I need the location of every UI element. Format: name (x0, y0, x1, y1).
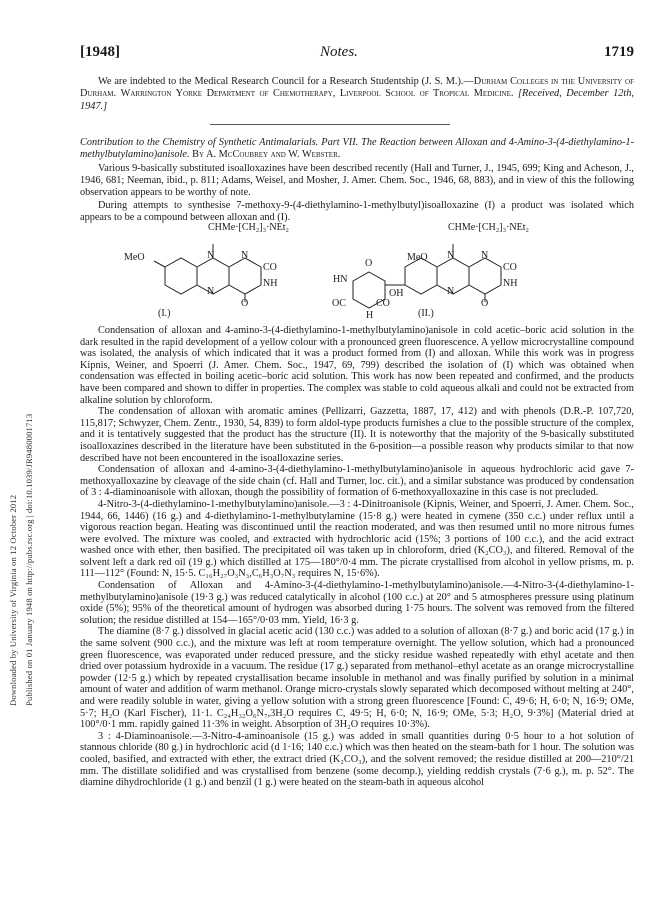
download-notice: Downloaded by University of Virginia on 12 October 2012 (8, 494, 18, 706)
section-title: Notes. (320, 44, 358, 60)
ring-n-I-right: N (241, 250, 249, 261)
ring-n-I-bottom: N (207, 286, 215, 297)
received-date: [Received, December 12th, 1947.] (80, 88, 635, 112)
journal-year: [1948] (80, 44, 120, 60)
publication-notice: Published on 01 January 1948 on http://pubs.rsc.org | doi:10.1039/JR9480001713 (24, 413, 34, 706)
ack-text: We are indebted to the Medical Research Council for a Research Studentship (J. S. M.). (98, 76, 464, 87)
imide-nh-II: NH (503, 278, 518, 289)
intro-paragraph-2: During attempts to synthesise 7-methoxy-9-(4-diethylamino-1-methylbutyl)isoalloxazine (I) a product was isolated which appears to be a compound between alloxan and (I). (80, 199, 634, 223)
label-structure-I: (I.) (158, 308, 171, 319)
ring-n-II-bottom: N (447, 286, 455, 297)
sidechain-II: CHMe·[CH₂]₃·NEt₂ (448, 222, 530, 233)
article-authors: By A. McCoubrey and W. Webster. (192, 149, 341, 161)
alloxan-carbonyl-right: CO (376, 298, 390, 309)
methoxy-bond-I (154, 261, 165, 267)
carbonyl-I-top: CO (263, 262, 277, 273)
article-intro (80, 163, 634, 224)
body-paragraph-2: The condensation of alloxan with aromatic amines (Pellizarri, Gazzetta, 1887, 17, 412) and with phenols (D.R.-P. 107,720, 115,817; Schwyzer, Chem. Zentr., 1930, 54, 839) to form aldol-type products furnishes a clue to the possible structure of the complex, and it is tentatively suggested that the product has the structure (II). It is noteworthy that the majority of the 9-basically substituted isoalloxazines described in the literature have been substituted in the 6-position—a possible reason why products similar to that now described have not been encountered in the isoalloxazine series. (80, 406, 634, 464)
ring-n-II-right: N (481, 250, 489, 261)
page-header (80, 44, 634, 68)
ring-n-I-top: N (207, 250, 215, 261)
oxygen-II: O (481, 298, 489, 309)
imide-nh-I: NH (263, 278, 278, 289)
pyrimidine-ring-I (229, 258, 261, 294)
benzene-ring-II (405, 258, 437, 294)
acknowledgement (80, 76, 634, 113)
article-body (80, 325, 634, 789)
carbonyl-II-top: CO (503, 262, 517, 273)
body-paragraph-7: 3 : 4-Diaminoanisole.—3-Nitro-4-aminoanisole (15 g.) was added in small quantities during 0·5 hour to a hot solution of stannous chloride (80 g.) in hydrochloric acid (d 1·16; 140 c.c.) which was then heated on the steam-bath for 1 hour. The solution was cooled, basified, and extracted with ether, the extract dried (K₂CO₃), and the solvent removed; the residue distilled at 200—210°/21 mm. The distillate solidified and was crystallised from benzene (some decomp.), yielding reddish crystals (7·6 g.), m. p. 52°. The diamine dihydrochloride (1 g.) and benzil (1 g.) were heated on the steam-bath in aqueous alcohol (80, 730, 634, 789)
pyrimidine-ring-II (469, 258, 501, 294)
methoxy-I: MeO (124, 252, 145, 263)
body-paragraph-6: The diamine (8·7 g.) dissolved in glacial acetic acid (130 c.c.) was added to a solution of alloxan (8·7 g.) and boric acid (17 g.) in the same solvent (900 c.c.), and the mixture was left at room temperature overnight. The yellow solution, which had a pronounced green fluorescence, was evaporated under reduced pressure, and the sticky residue washed repeatedly with ethyl acetate and then dried over potassium hydroxide in a vacuum. The residue (17 g.) separated from methanol–ethyl acetate as an orange microcrystalline powder (12·5 g.) which by repeated crystallisation became insoluble in methanol and was finally purified by solution in a minimal amount of water and addition of warm methanol. Orange micro-crystals slowly separated which decomposed without melting at 240°, and were readily soluble in water, giving a yellow solution with a strong green fluorescence [Found: C, 49·6; H, 6·0; N, 16·9; OMe, 5·7; H₂O (Karl Fischer), 11·1. C₂₄H₃₂O₆N₇,3H₂O requires C, 49·5; H, 6·0; N, 16·9; OMe, 5·3; H₂O, 9·3%] (Material dried at 100°/0·1 mm. rapidly gained 11·3% in weight. Absorption of 3H₂O requires 10·3%). (80, 626, 634, 731)
alloxan-nh: HN (333, 274, 348, 285)
body-paragraph-4: 4-Nitro-3-(4-diethylamino-1-methylbutylamino)anisole.—3 : 4-Dinitroanisole (Kipnis, Weiner, and Spoerri, J. Amer. Chem. Soc., 1944, 66, 1446) (16 g.) and 4-diethylamino-1-methylbutylamine (15·8 g.) were heated in cymene (350 c.c.) under reflux until a vigorous reaction began. Heating was discontinued until the reaction moderated, and was then resumed until no more nitrous fumes were evolved. The mixture was cooled, and extracted with hydrochloric acid (15%; 3 portions of 100 c.c.), and the acid extract washed once with ether, then basified. The precipitated oil was taken up in chloroform, dried (K₂CO₃), and filtered. Removal of the solvent left a dark red oil (19 g.) which distilled at 175—180°/0·4 mm. The picrate crystallised from alcohol in yellow prisms, m. p. 111—112° (Found: N, 15·5. C₁₆H₂₇O₃N₃,C₆H₃O₇N₃ requires N, 15·6%). (80, 498, 634, 580)
alloxan-oxygen: O (365, 258, 373, 269)
methoxy-II: MeO (407, 252, 428, 263)
ring-n-II-top: N (447, 250, 455, 261)
article-heading (80, 137, 634, 162)
article-title: Contribution to the Chemistry of Synthetic Antimalarials. Part VII. The Reaction between Alloxan and 4-Amino-3-(4-diethylamino-1-methylbutylamino)anisole. (80, 137, 634, 161)
alloxan-nh-bottom: H (366, 310, 374, 321)
affiliation-liverpool: Warrington Yorke Department of Chemotherapy, Liverpool School of Tropical Medicine. (120, 88, 514, 100)
structure-figures (80, 222, 634, 324)
download-watermark (6, 200, 44, 720)
alloxan-carbonyl-left: OC (332, 298, 346, 309)
benzene-ring-I (165, 258, 197, 294)
hydroxyl-II: OH (389, 288, 404, 299)
body-paragraph-1: Condensation of alloxan and 4-amino-3-(4-diethylamino-1-methylbutylamino)anisole in cold acetic–boric acid solution in the dark resulted in the rapid development of a yellow colour with a pronounced green fluorescence. A yellow microcrystalline compound was isolated, the analysis of which indicated that it was a product formed from (I) and alloxan. While this work was in progress Kipnis, Weiner, and Spoerri (J. Amer. Chem. Soc., 1947, 69, 799) described the isolation of (I) which was obtained when condensation was effected in boiling acetic–boric acid solution. This work has now been repeated and confirmed, and the products have been compared and shown to differ in properties. The complex was stable to cold aqueous alkali and could not be extracted from alkaline solution by chloroform. (80, 325, 634, 406)
body-paragraph-5: Condensation of Alloxan and 4-Amino-3-(4-diethylamino-1-methylbutylamino)anisole.—4-Nitro-3-(4-diethylamino-1-methylbutylamino)anisole (19·3 g.) was reduced catalytically in alcohol (100 c.c.) at 20° and 5 atmospheres pressure using platinum oxide (5%); 95% of the theoretical amount of hydrogen was absorbed during 1·75 hours. The solvent was removed from the filtered solution; the residue distilled at 154—165°/0·03 mm. Yield, 16·3 g. (80, 580, 634, 626)
oxygen-I: O (241, 298, 249, 309)
sidechain-I: CHMe·[CH₂]₃·NEt₂ (208, 222, 290, 233)
section-divider (210, 124, 450, 125)
label-structure-II: (II.) (418, 308, 434, 319)
affiliation-durham: —Durham Colleges in the University of Durham. (80, 76, 634, 100)
page-number: 1719 (604, 44, 634, 60)
body-paragraph-3: Condensation of alloxan and 4-amino-3-(4-diethylamino-1-methylbutylamino)anisole in aqueous hydrochloric acid gave 7-methoxyalloxazine by cleavage of the side chain (cf. Hall and Turner, loc. cit.), and a similar substance was produced by condensation of 3 : 4-diaminoanisole with alloxan, though the possibility of formation of 6-methoxyalloxazine in this case is not precluded. (80, 464, 634, 499)
intro-paragraph-1: Various 9-basically substituted isoalloxazines have been described recently (Hall and Turner, J., 1945, 699; King and Acheson, J., 1946, 681; Neeman, ibid., p. 811; Adams, Weisel, and Mosher, J. Amer. Chem. Soc., 1946, 68, 883), and in view of this the following observation appears to be worthy of note. (80, 163, 634, 199)
